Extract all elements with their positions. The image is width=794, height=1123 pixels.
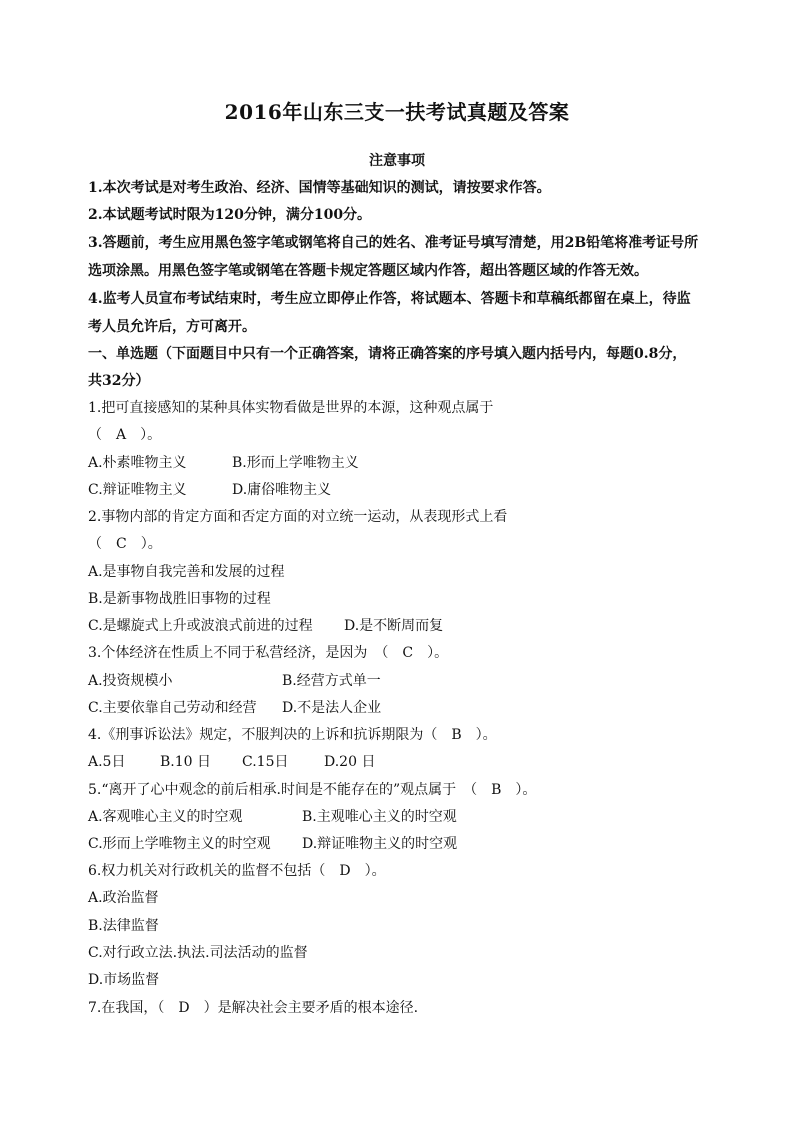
question-4-options-row — [88, 751, 728, 771]
notice-item-3-line-2: 选项涂黑。用黑色签字笔或钢笔在答题卡规定答题区域内作答，超出答题区域的作答无效。 — [88, 263, 648, 279]
question-5-option-a: A.客观唯心主义的时空观 — [88, 809, 243, 825]
question-4-option-c: C.15日 — [242, 754, 289, 770]
notice-item-1: 1.本次考试是对考生政治、经济、国情等基础知识的测试，请按要求作答。 — [88, 180, 551, 196]
question-5-option-d: D.辩证唯物主义的时空观 — [302, 836, 458, 852]
question-6-option-b: B.法律监督 — [88, 918, 159, 934]
question-1-option-b: B.形而上学唯物主义 — [232, 455, 359, 471]
question-1-options-row-2 — [88, 479, 728, 499]
question-7-stem: 7.在我国，（ D ）是解决社会主要矛盾的根本途径. — [88, 1000, 419, 1016]
question-3-stem: 3.个体经济在性质上不同于私营经济，是因为 （ C ）。 — [88, 645, 449, 661]
question-5-option-c: C.形而上学唯物主义的时空观 — [88, 836, 271, 852]
question-3-options-row-2 — [88, 697, 728, 717]
question-5-options-row-2 — [88, 833, 728, 853]
question-3-option-c: C.主要依靠自己劳动和经营 — [88, 700, 257, 716]
notice-item-4-line-2: 考人员允许后，方可离开。 — [88, 319, 256, 335]
notice-heading: 注意事项 — [369, 153, 425, 169]
question-6-option-d: D.市场监督 — [88, 972, 160, 988]
question-5-options-row-1 — [88, 806, 728, 826]
question-4-option-b: B.10 日 — [160, 754, 212, 770]
question-5-option-b: B.主观唯心主义的时空观 — [302, 809, 457, 825]
question-2-option-b: B.是新事物战胜旧事物的过程 — [88, 591, 271, 607]
question-6-option-c: C.对行政立法.执法.司法活动的监督 — [88, 945, 308, 961]
section-heading-line-2: 共32分） — [88, 373, 150, 389]
question-3-option-b: B.经营方式单一 — [282, 673, 381, 689]
question-5-stem: 5.“离开了心中观念的前后相承.时间是不能存在的”观点属于 （ B ）。 — [88, 782, 537, 798]
question-2-stem: 2.事物内部的肯定方面和否定方面的对立统一运动，从表现形式上看 — [88, 509, 508, 525]
question-6-stem: 6.权力机关对行政机关的监督不包括（ D ）。 — [88, 863, 386, 879]
question-1-stem: 1.把可直接感知的某种具体实物看做是世界的本源，这种观点属于 — [88, 400, 494, 416]
question-2-answer: （ C ）。 — [88, 536, 162, 552]
question-3-option-a: A.投资规模小 — [88, 673, 173, 689]
question-2-option-c: C.是螺旋式上升或波浪式前进的过程 — [88, 618, 313, 634]
question-1-options-row-1 — [88, 452, 728, 472]
question-1-answer: （ A ）。 — [88, 427, 162, 443]
question-4-stem: 4.《刑事诉讼法》规定，不服判决的上诉和抗诉期限为（ B ）。 — [88, 727, 497, 743]
question-1-option-a: A.朴素唯物主义 — [88, 455, 187, 471]
question-2-options-row — [88, 615, 728, 635]
notice-item-2: 2.本试题考试时限为120分钟，满分100分。 — [88, 207, 372, 223]
question-6-option-a: A.政治监督 — [88, 890, 159, 906]
question-1-option-d: D.庸俗唯物主义 — [232, 482, 332, 498]
notice-item-3-line-1: 3.答题前，考生应用黑色签字笔或钢笔将自己的姓名、准考证号填写清楚，用2B铅笔将准考证号所 — [88, 235, 699, 251]
question-4-option-d: D.20 日 — [324, 754, 376, 770]
question-4-option-a: A.5日 — [88, 754, 126, 770]
notice-item-4-line-1: 4.监考人员宣布考试结束时，考生应立即停止作答，将试题本、答题卡和草稿纸都留在桌上，待监 — [88, 291, 691, 307]
question-3-options-row-1 — [88, 670, 728, 690]
question-2-option-d: D.是不断周而复 — [344, 618, 444, 634]
question-2-option-a: A.是事物自我完善和发展的过程 — [88, 564, 285, 580]
section-heading-line-1: 一、单选题（下面题目中只有一个正确答案，请将正确答案的序号填入题内括号内，每题0.8分， — [88, 346, 687, 362]
document-title: 2016年山东三支一扶考试真题及答案 — [224, 100, 570, 124]
question-1-option-c: C.辩证唯物主义 — [88, 482, 187, 498]
question-3-option-d: D.不是法人企业 — [282, 700, 382, 716]
